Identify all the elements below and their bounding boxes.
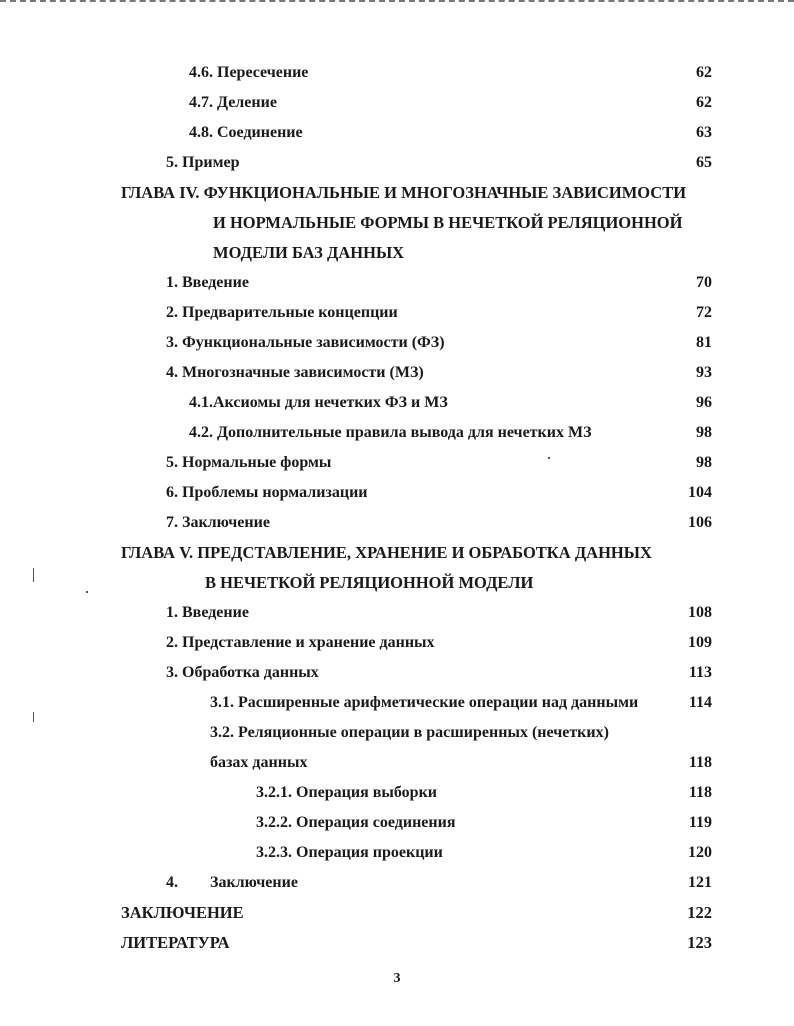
scan-speck [86,591,88,593]
toc-entry[interactable] [0,718,794,748]
toc-entry-page: 70 [696,274,712,291]
toc-entry-title: 4.8. Соединение [189,124,303,141]
toc-entry-title: 4.2. Дополнительные правила вывода для нечетких МЗ [189,424,592,441]
toc-entry[interactable] [0,388,794,418]
toc-entry-title: 4. Заключение [166,874,298,891]
toc-entry[interactable] [0,358,794,388]
toc-entry-title: ЛИТЕРАТУРА [121,933,230,952]
toc-entry-page: 65 [696,154,712,171]
toc-entry-page: 98 [696,424,712,441]
toc-entry-page: 109 [688,634,712,651]
toc-entry[interactable] [0,88,794,118]
toc-entry-title: 3.2. Реляционные операции в расширенных (нечетких) [210,724,609,741]
toc-entry-title: 7. Заключение [166,514,270,531]
toc-entry-page: 93 [696,364,712,381]
toc-entry[interactable] [0,598,794,628]
chapter-heading-cont[interactable] [0,238,794,268]
scan-edge [0,0,794,4]
toc-entry-page: 62 [696,94,712,111]
toc-entry-title: базах данных [210,754,308,771]
toc-entry-page: 98 [696,454,712,471]
chapter-heading[interactable] [0,178,794,208]
toc-entry[interactable] [0,118,794,148]
toc-entry-page: 72 [696,304,712,321]
toc-entry[interactable] [0,58,794,88]
toc-entry-title: 3.2.2. Операция соединения [256,814,456,831]
toc-entry-title: 3.2.3. Операция проекции [256,844,443,861]
toc-entry-title: 1. Введение [166,604,249,621]
toc-entry-title: 4. Многозначные зависимости (МЗ) [166,364,424,381]
toc-entry-page: 118 [688,754,712,771]
toc-entry-title: 3.1. Расширенные арифметические операции над данными [210,694,639,711]
toc-entry[interactable] [0,658,794,688]
toc-entry[interactable] [0,508,794,538]
toc-entry[interactable] [0,268,794,298]
toc-entry-page: 113 [688,664,712,681]
chapter-title-line: В НЕЧЕТКОЙ РЕЛЯЦИОННОЙ МОДЕЛИ [205,573,534,592]
toc-entry[interactable] [0,808,794,838]
toc-entry-title: 4.6. Пересечение [189,64,309,81]
page-number: 3 [393,971,401,986]
toc-entry[interactable] [0,748,794,778]
toc-entry[interactable] [0,448,794,478]
chapter-title-line: МОДЕЛИ БАЗ ДАННЫХ [213,243,405,262]
toc-entry[interactable] [0,478,794,508]
toc-entry-page: 118 [688,784,712,801]
toc-entry-title: 5. Нормальные формы [166,454,332,471]
toc-entry-page: 122 [687,903,712,922]
toc-entry-title: 3. Обработка данных [166,664,319,681]
toc-entry-title: 5. Пример [166,154,240,171]
toc-entry[interactable] [0,298,794,328]
toc-entry-page: 104 [688,484,712,501]
chapter-heading-cont[interactable] [0,568,794,598]
chapter-heading-cont[interactable] [0,208,794,238]
toc-entry-page: 81 [696,334,712,351]
toc-entry-page: 108 [688,604,712,621]
toc-entry-title: ЗАКЛЮЧЕНИЕ [121,903,244,922]
toc-entry-page: 123 [687,933,712,952]
toc-entry-page: 114 [688,694,712,711]
toc-entry-page: 121 [688,874,712,891]
toc-entry-page: 106 [688,514,712,531]
toc-entry-title: 6. Проблемы нормализации [166,484,368,501]
toc-entry-title: 1. Введение [166,274,249,291]
chapter-title-line: ГЛАВА V. ПРЕДСТАВЛЕНИЕ, ХРАНЕНИЕ И ОБРАБОТКА ДАННЫХ [121,543,652,562]
toc-entry-title: 2. Представление и хранение данных [166,634,435,651]
toc-entry-title: 2. Предварительные концепции [166,304,398,321]
toc-entry[interactable] [0,838,794,868]
chapter-title-line: И НОРМАЛЬНЫЕ ФОРМЫ В НЕЧЕТКОЙ РЕЛЯЦИОННОЙ [213,213,683,232]
toc-entry-title: 4.1.Аксиомы для нечетких ФЗ и МЗ [189,394,448,411]
toc-entry[interactable] [0,868,794,898]
toc-entry-title: 4.7. Деление [189,94,277,111]
toc-entry[interactable] [0,418,794,448]
scan-speck [33,568,34,582]
toc-entry[interactable] [0,778,794,808]
toc-entry-title: 3. Функциональные зависимости (ФЗ) [166,334,445,351]
toc-entry[interactable] [0,688,794,718]
toc-entry[interactable] [0,628,794,658]
scan-speck [548,457,550,459]
toc-entry[interactable] [0,148,794,178]
toc-entry[interactable] [0,928,794,958]
scan-speck [33,712,34,722]
toc-entry-title: 3.2.1. Операция выборки [256,784,438,801]
toc-entry-page: 96 [696,394,712,411]
toc-entry-page: 62 [696,64,712,81]
toc-entry-page: 119 [688,814,712,831]
chapter-heading[interactable] [0,538,794,568]
toc-entry[interactable] [0,328,794,358]
toc-entry-page: 120 [688,844,712,861]
toc-entry-page: 63 [696,124,712,141]
toc-entry[interactable] [0,898,794,928]
chapter-title-line: ГЛАВА IV. ФУНКЦИОНАЛЬНЫЕ И МНОГОЗНАЧНЫЕ ЗАВИСИМОСТИ [121,183,687,202]
